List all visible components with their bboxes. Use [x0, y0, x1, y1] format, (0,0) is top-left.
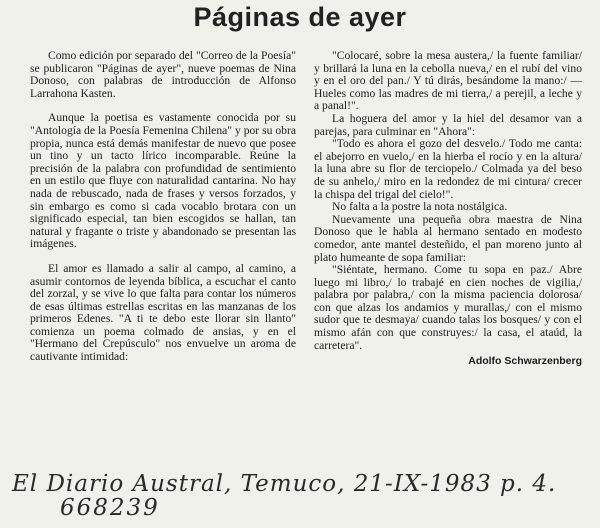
right-column — [314, 50, 582, 368]
paragraph: Como edición por separado del "Correo de la Poesía" se publicaron "Páginas de ayer", nueve poemas de Nina Donoso, con palabras de introducción de Alfonso Larrahona Kasten. — [30, 49, 296, 100]
handwritten-citation: El Diario Austral, Temuco, 21-IX-1983 p. 4. — [12, 471, 557, 497]
poem-quote: "Todo es ahora el gozo del desvelo./ Todo me canta: el abejorro en vuelo,/ en la hierba el rocío y en la altura/ la luna abre su flor de terciopelo./ Colmada ya del beso de su anhelo,/ miro en la redondez de mi cintura/ crecer la chispa del trigal del cielo!". — [314, 137, 582, 201]
paragraph: Nuevamente una pequeña obra maestra de Nina Donoso que le habla al hermano sentado en modesto comedor, ante mantel desteñido, el pan moreno junto al plato humeante de sopa familiar: — [314, 212, 582, 264]
left-column — [30, 50, 296, 364]
handwritten-source-note — [12, 472, 592, 520]
handwritten-catalog-number: 668239 — [60, 495, 160, 521]
article-title: Páginas de ayer — [193, 2, 407, 32]
poem-quote: "Siéntate, hermano. Come tu sopa en paz./ Abre luego mi libro,/ lo trabajé en cien noches de vigilia,/ palabra por palabra,/ con la misma paciencia dolorosa/ con que alzas los andamios y murallas,/ con el mismo sudor que te desmaya/ cuando talas los bosques/ y con el mismo afán con que construyes:/ la casa, el ataúd, la carretera". — [314, 263, 582, 352]
paragraph: El amor es llamado a salir al campo, al camino, a asumir contornos de leyenda bíblica, a escuchar el canto del zorzal, y se vive lo que falta para contar los números de esas últimas estrellas escritas en las manzanas de los primeros Edenes. "A ti te debo este llorar sin llanto" comienza un poema colmado de ansias, y en el "Hermano del Crepúsculo" nos envuelve un aroma de cautivante intimidad: — [30, 261, 296, 364]
author-byline: Adolfo Schwarzenberg — [468, 355, 582, 368]
poem-quote: "Colocaré, sobre la mesa austera,/ la fuente familiar/ y brillará la luna en la cebolla nueva,/ en el rubí del vino y en el oro del pan./ Y tú dirás, besándome la mano:/ — Hueles como las madres de mi tierra,/ a perejil, a leche y a panal!". — [314, 49, 582, 113]
paragraph: Aunque la poetisa es vastamente conocida por su "Antología de la Poesía Femenina Chilena" y por su obra propia, nunca está demás manifestar de nuevo que posee un tino y un tacto lírico incomparable. Reúne la precisión de la palabra con profundidad de sentimiento en un estilo que fluye con naturalidad cantarina. No hay nada de rebuscado, nada de frases y versos forzados, y sin embargo es como si cada vocablo brotara con un significado especial, tan bien escogidos se hallan, tan natural y fragante o triste y abandonado se presentan las imágenes. — [30, 111, 296, 251]
paragraph: La hoguera del amor y la hiel del desamor van a parejas, para culminar en "Ahora": — [314, 111, 582, 138]
paragraph: No falta a la postre la nota nostálgica. — [332, 200, 508, 214]
